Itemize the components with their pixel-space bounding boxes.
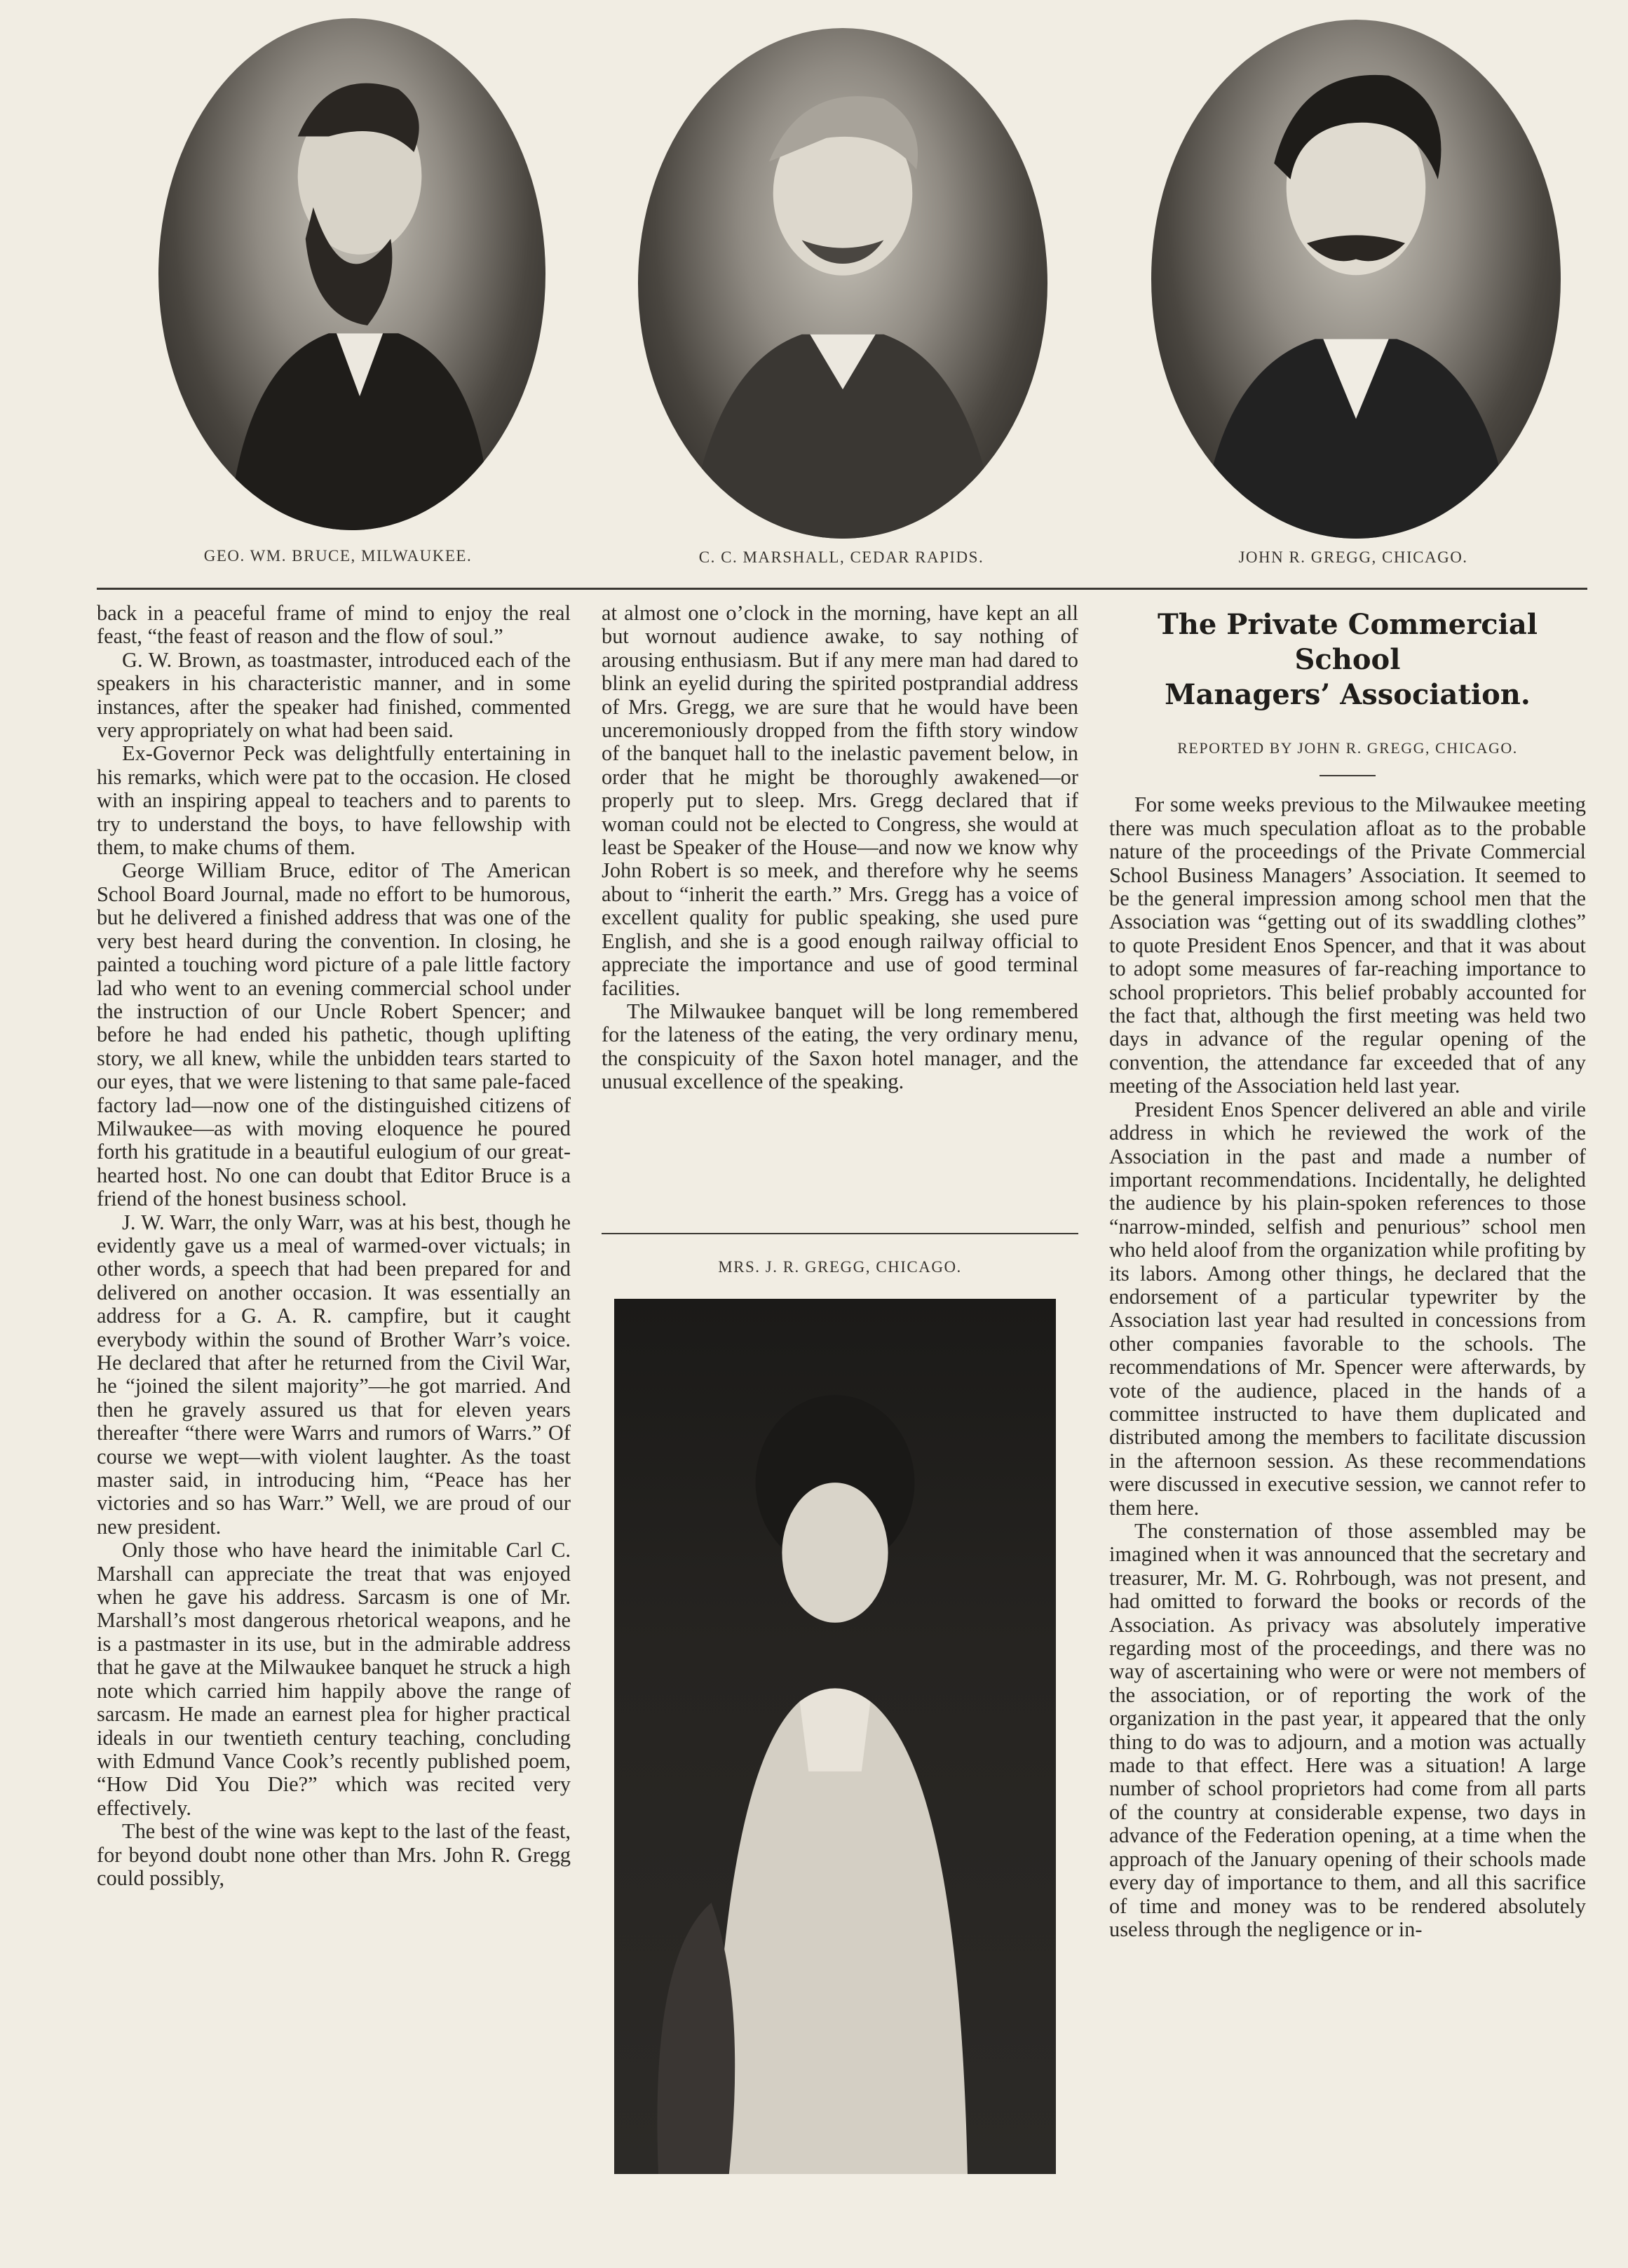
mrs-gregg-photo <box>614 1299 1056 2174</box>
byline-rule <box>1320 775 1376 776</box>
col1-paragraph: Ex-Governor Peck was delightfully entertaining in his remarks, which were pat to the occasion. He closed with an inspiring appeal to teachers and to parents to try to understand the boys, to have fellowship with them, to make chums of them. <box>97 741 571 860</box>
col2-paragraph: The Milwaukee banquet will be long remembered for the lateness of the eating, the very ordinary menu, the conspicuity of the Saxon hotel manager, and the unusual excellence of the speaking. <box>602 999 1078 1094</box>
column-1 <box>97 602 571 1890</box>
portrait-bruce-caption: GEO. WM. BRUCE, MILWAUKEE. <box>203 547 473 565</box>
portrait-bruce-photo <box>158 18 545 530</box>
col1-paragraph: Only those who have heard the inimitable Carl C. Marshall can appreciate the treat that was enjoyed when he gave his address. Sarcasm is one of Mr. Marshall’s most dangerous rhetorical weapons, and he is a pastmaster in its use, but in the admirable address that he gave at the Milwaukee banquet he struck a high note which carried him happily above the range of sarcasm. He made an earnest plea for higher practical ideals in our twentieth century teaching, concluding with Edmund Vance Cook’s recently published poem, “How Did You Die?” which was recited very effectively. <box>97 1538 571 1820</box>
article-title-line-1: The Private Commercial School <box>1158 608 1538 676</box>
column-3 <box>1109 607 1586 1941</box>
col3-paragraph: President Enos Spencer delivered an able and virile address in which he reviewed the work of the Association in the past and made a number of important recommendations. Incidentally, he delighted the audience by his plain-spoken references to those “narrow-minded, selfish and penurious” school men who held aloof from the organization while profiting by its labors. Among other things, he declared that the endorsement of a particular typewriter by the Association last year had resulted in concessions from other companies favorable to the schools. The recommendations of Mr. Spencer were afterwards, by vote of the audience, placed in the hands of a committee instructed to have them duplicated and distributed among the members to facilitate discussion in the afternoon session. As these recommendations were discussed in executive session, we cannot refer to them here. <box>1109 1097 1586 1520</box>
column-2-rule <box>602 1233 1078 1234</box>
col3-paragraph: The consternation of those assembled may be imagined when it was announced that the secretary and treasurer, Mr. M. G. Rohrbough, was not present, and had omitted to forward the books or records of the Association. As privacy was absolutely imperative regarding most of the proceedings, and there was no way of ascertaining who were or were not members of the association, or of reporting the work of the organization in the past year, it appeared that the only thing to do was to adjourn, and a motion was actually made to that effect. Here was a situation! A large number of school proprietors had come from all parts of the country at considerable expense, two days in advance of the Federation opening, at a time when the approach of the January opening of their schools made every day of importance to them, and all this sacrifice of time and money was to be rendered absolutely useless through the negligence or in- <box>1109 1519 1586 1941</box>
col1-paragraph: G. W. Brown, as toastmaster, introduced each of the speakers in his characteristic manner, and in some instances, after the speaker had finished, commented very appropriately on what had been said. <box>97 647 571 743</box>
col1-paragraph: J. W. Warr, the only Warr, was at his best, though he evidently gave us a meal of warmed-over victuals; in other words, a speech that had been prepared for and delivered on another occasion. It was essentially an address for a G. A. R. campfire, but it caught everybody within the sound of Brother Warr’s voice. He declared that after he returned from the Civil War, he “joined the silent majority”—he got married. And then he gravely assured us that for eleven years thereafter “there were Warrs and rumors of Warrs.” Of course we wept—with violent laughter. As the toast master said, in introducing him, “Peace has her victories and so has Warr.” Well, we are proud of our new president. <box>97 1210 571 1539</box>
portrait-marshall-caption: C. C. MARSHALL, CEDAR RAPIDS. <box>698 548 984 566</box>
article-byline: REPORTED BY JOHN R. GREGG, CHICAGO. <box>1177 739 1518 757</box>
article-title-line-2: Managers’ Association. <box>1165 678 1531 711</box>
portrait-gregg-caption: JOHN R. GREGG, CHICAGO. <box>1238 548 1468 566</box>
col2-paragraph: at almost one o’clock in the morning, have kept an all but wornout audience awake, to say nothing of arousing enthusiasm. But if any mere man had dared to blink an eyelid during the spirited postprandial address of Mrs. Gregg, we are sure that he would have been unceremoniously dropped from the fifth story window of the banquet hall to the inelastic pavement below, in order that he might be thoroughly awakened—or properly put to sleep. Mrs. Gregg declared that if woman could not be elected to Congress, she would at least be Speaker of the House—and now we know why John Robert is so meek, and therefore why he seems about to “inherit the earth.” Mrs. Gregg has a voice of excellent quality for public speaking, she used pure English, and she is a good enough railway official to appreciate the importance and use of good terminal facilities. <box>602 601 1078 1000</box>
portrait-gregg-photo <box>1151 20 1561 539</box>
col3-paragraph: For some weeks previous to the Milwaukee meeting there was much speculation afloat as to the probable nature of the proceedings of the Private Commercial School Business Managers’ Association. It seemed to be the general impression among school men that the Association was “getting out of its swaddling clothes” to quote President Enos Spencer, and that it was about to adopt some measures of far-reaching importance to school proprietors. This belief probably accounted for the fact that, although the first meeting was held two days in advance of the regular opening of the convention, the attendance far exceeded that of any meeting of the Association held last year. <box>1109 792 1586 1098</box>
mrs-gregg-caption: MRS. J. R. GREGG, CHICAGO. <box>718 1258 962 1276</box>
portrait-marshall-photo <box>638 28 1047 539</box>
col1-paragraph: back in a peaceful frame of mind to enjoy the real feast, “the feast of reason and the flow of soul.” <box>97 601 571 649</box>
col1-paragraph: The best of the wine was kept to the last of the feast, for beyond doubt none other than Mrs. John R. Gregg could possibly, <box>97 1819 571 1890</box>
col1-paragraph: George William Bruce, editor of The American School Board Journal, made no effort to be humorous, but he delivered a finished address that was one of the very best heard during the convention. In closing, he painted a touching word picture of a pale little factory lad who went to an evening commercial school under the instruction of our Uncle Robert Spencer; and before he had ended his pathetic, though uplifting story, we all knew, while the unbidden tears started to our eyes, that we were listening to that same pale-faced factory lad—now one of the distinguished citizens of Milwaukee—as with moving eloquence he poured forth his gratitude in a beautiful eulogium of our great-hearted host. No one can doubt that Editor Bruce is a friend of the honest business school. <box>97 858 571 1211</box>
header-rule <box>97 588 1587 590</box>
column-2 <box>602 602 1078 1094</box>
